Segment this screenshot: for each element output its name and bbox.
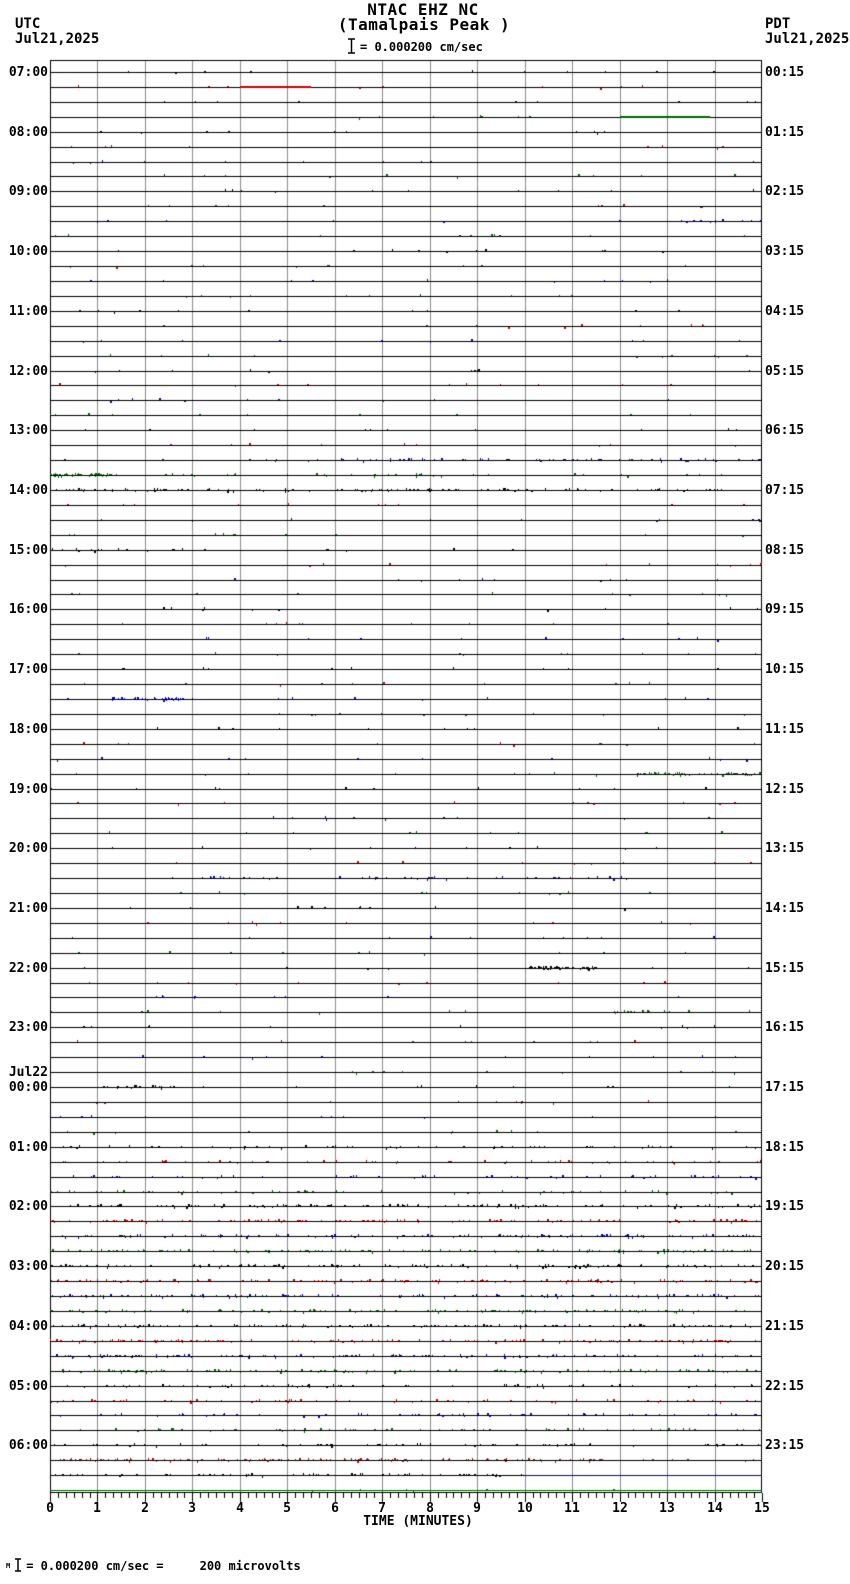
x-tick-label: 8 [426,1501,434,1516]
pdt-hour-label: 19:15 [765,1199,805,1214]
utc-hour-label: 05:00 [8,1379,48,1394]
utc-hour-label: 08:00 [8,125,48,140]
utc-hour-label: 09:00 [8,184,48,199]
pdt-hour-label: 03:15 [765,244,805,259]
x-tick-label: 2 [141,1501,149,1516]
pdt-hour-label: 14:15 [765,901,805,916]
utc-hour-label: 04:00 [8,1319,48,1334]
x-tick-label: 4 [236,1501,244,1516]
pdt-timezone-label: PDT [765,16,791,32]
pdt-hour-label: 09:15 [765,602,805,617]
x-tick-label: 11 [564,1501,580,1516]
x-tick-label: 1 [93,1501,101,1516]
pdt-hour-label: 22:15 [765,1379,805,1394]
utc-hour-label: 01:00 [8,1140,48,1155]
pdt-hour-label: 12:15 [765,782,805,797]
footer-scale-note [6,1558,301,1574]
footer-scale-text: = 0.000200 cm/sec = 200 microvolts [26,1559,301,1573]
pdt-hour-label: 17:15 [765,1080,805,1095]
utc-hour-label: 17:00 [8,662,48,677]
station-subtitle: (Tamalpais Peak ) [337,15,511,34]
scale-bar-icon [347,38,356,56]
utc-hour-label: 16:00 [8,602,48,617]
x-tick-label: 14 [707,1501,723,1516]
utc-hour-label: 21:00 [8,901,48,916]
pdt-hour-label: 10:15 [765,662,805,677]
pdt-hour-label: 15:15 [765,961,805,976]
utc-hour-label: 12:00 [8,364,48,379]
pdt-hour-label: 21:15 [765,1319,805,1334]
utc-hour-label: 06:00 [8,1438,48,1453]
pdt-hour-label: 01:15 [765,125,805,140]
utc-hour-label: 10:00 [8,244,48,259]
pdt-date-label: Jul21,2025 [765,31,850,47]
utc-hour-label: 22:00 [8,961,48,976]
x-tick-label: 15 [754,1501,770,1516]
pdt-hour-label: 13:15 [765,841,805,856]
pdt-hour-label: 11:15 [765,722,805,737]
utc-hour-label: 20:00 [8,841,48,856]
footer-scale-bar-icon [14,1558,22,1574]
utc-date-label: Jul21,2025 [15,31,100,47]
amplitude-scale [347,38,483,56]
utc-hour-label: 02:00 [8,1199,48,1214]
utc-hour-label: 03:00 [8,1259,48,1274]
scale-text: = 0.000200 cm/sec [360,40,483,54]
pdt-hour-label: 20:15 [765,1259,805,1274]
x-tick-label: 0 [46,1501,54,1516]
utc-hour-label: 19:00 [8,782,48,797]
pdt-hour-label: 23:15 [765,1438,805,1453]
x-tick-label: 10 [517,1501,533,1516]
x-tick-label: 13 [659,1501,675,1516]
pdt-hour-label: 18:15 [765,1140,805,1155]
pdt-hour-label: 02:15 [765,184,805,199]
utc-date-change-label: Jul22 [8,1065,48,1080]
utc-hour-label: 14:00 [8,483,48,498]
pdt-hour-label: 16:15 [765,1020,805,1035]
utc-hour-label: 11:00 [8,304,48,319]
pdt-hour-label: 08:15 [765,543,805,558]
pdt-hour-label: 07:15 [765,483,805,498]
utc-hour-label: 07:00 [8,65,48,80]
utc-hour-label: 23:00 [8,1020,48,1035]
pdt-hour-label: 04:15 [765,304,805,319]
magnification-prefix: M [6,1561,11,1570]
x-tick-label: 3 [188,1501,196,1516]
x-tick-label: 12 [612,1501,628,1516]
x-tick-label: 6 [331,1501,339,1516]
pdt-hour-label: 05:15 [765,364,805,379]
x-axis-title: TIME (MINUTES) [363,1514,473,1529]
station-title: NTAC EHZ NC [367,0,479,19]
utc-timezone-label: UTC [15,16,41,32]
utc-hour-label: 13:00 [8,423,48,438]
pdt-hour-label: 00:15 [765,65,805,80]
x-tick-label: 5 [283,1501,291,1516]
x-tick-label: 7 [378,1501,386,1516]
x-tick-label: 9 [473,1501,481,1516]
utc-hour-label: 00:00 [8,1080,48,1095]
pdt-hour-label: 06:15 [765,423,805,438]
utc-hour-label: 15:00 [8,543,48,558]
utc-hour-label: 18:00 [8,722,48,737]
